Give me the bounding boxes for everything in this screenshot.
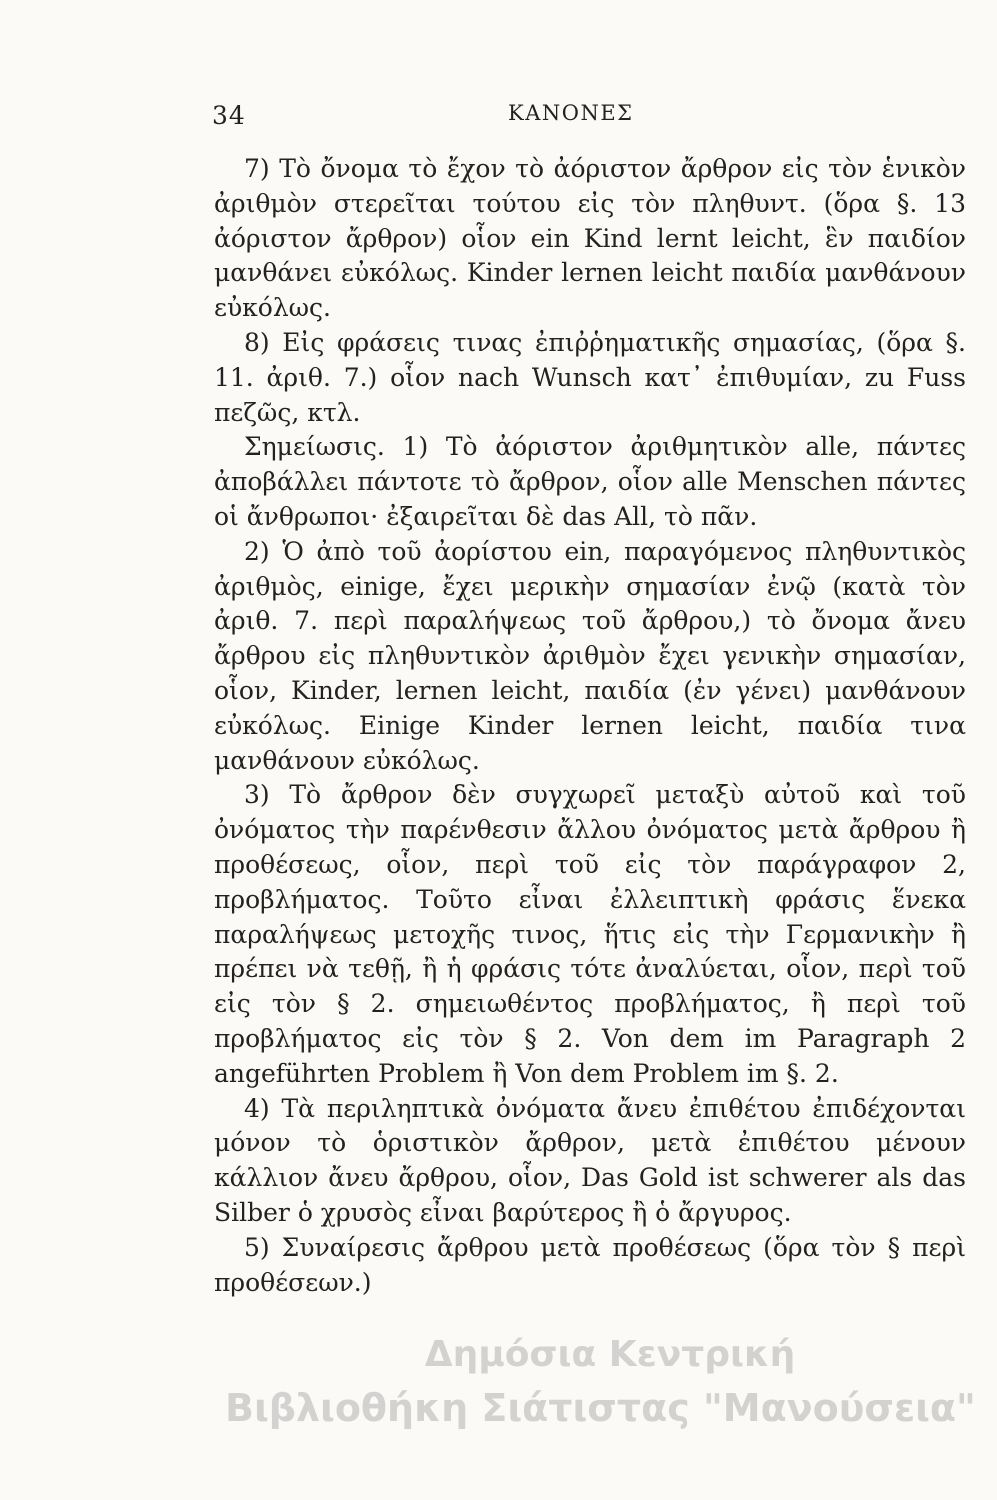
library-watermark-line-2: Βιβλιοθήκη Σιάτιστας "Μανούσεια" [225,1386,976,1430]
paragraph-rule-8: 8) Εἰς φράσεις τινας ἐπιῤῥηματικῆς σημασίας, (ὅρα §. 11. ἀριθ. 7.) οἷον nach Wunsch κατ᾽ ἐπιθυμίαν, zu Fuss πεζῶς, κτλ. [214,327,966,427]
page-number: 34 [212,101,246,130]
paragraph-note-5: 5) Συναίρεσις ἄρθρου μετὰ προθέσεως (ὅρα τὸν § περὶ προθέσεων.) [214,1232,966,1297]
paragraph-rule-7: 7) Τὸ ὄνομα τὸ ἔχον τὸ ἀόριστον ἄρθρον εἰς τὸν ἑνικὸν ἀριθμὸν στερεῖται τούτου εἰς τὸν πληθυντ. (ὅρα §. 13 ἀόριστον ἄρθρον) οἷον ein Kind lernt leicht, ἓν παιδίον μανθάνει εὐκόλως. Kinder lernen leicht παιδία μανθάνουν εὐκόλως. [214,154,966,323]
running-title: ΚΑΝΟΝΕΣ [508,101,634,125]
library-watermark-line-1: Δημόσια Κεντρική [424,1334,796,1375]
paragraph-note-2: 2) Ὁ ἀπὸ τοῦ ἀορίστου ein, παραγόμενος πληθυντικὸς ἀριθμὸς, einige, ἔχει μερικὴν σημασίαν ἐνῷ (κατὰ τὸν ἀριθ. 7. περὶ παραλήψεως τοῦ ἄρθρου,) τὸ ὄνομα ἄνευ ἄρθρου εἰς πληθυντικὸν ἀριθμὸν ἔχει γενικὴν σημασίαν, οἷον, Kinder, lernen leicht, παιδία (ἐν γένει) μανθάνουν εὐκόλως. Einige Kinder lernen leicht, παιδία τινα μανθάνουν εὐκόλως. [214,536,966,775]
paragraph-note-3: 3) Τὸ ἄρθρον δὲν συγχωρεῖ μεταξὺ αὐτοῦ καὶ τοῦ ὀνόματος τὴν παρένθεσιν ἄλλου ὀνόματος μετὰ ἄρθρου ἢ προθέσεως, οἷον, περὶ τοῦ εἰς τὸν παράγραφον 2, προβλήματος. Τοῦτο εἶναι ἐλλειπτικὴ φράσις ἕνεκα παραλήψεως μετοχῆς τινος, ἥτις εἰς τὴν Γερμανικὴν ἢ πρέπει νὰ τεθῇ, ἢ ἡ φράσις τότε ἀναλύεται, οἷον, περὶ τοῦ εἰς τὸν § 2. σημειωθέντος προβλήματος, ἢ περὶ τοῦ προβλήματος εἰς τὸν § 2. Von dem im Paragraph 2 angeführten Problem ἢ Von dem Problem im §. 2. [214,780,966,1088]
paragraph-note-1: Σημείωσις. 1) Τὸ ἀόριστον ἀριθμητικὸν alle, πάντες ἀποβάλλει πάντοτε τὸ ἄρθρον, οἷον alle Menschen πάντες οἱ ἄνθρωποι· ἐξαιρεῖται δὲ das All, τὸ πᾶν. [214,432,966,531]
paragraph-note-4: 4) Τὰ περιληπτικὰ ὀνόματα ἄνευ ἐπιθέτου ἐπιδέχονται μόνον τὸ ὁριστικὸν ἄρθρον, μετὰ ἐπιθέτου μένουν κάλλιον ἄνευ ἄρθρου, οἷον, Das Gold ist schwerer als das Silber ὁ χρυσὸς εἶναι βαρύτερος ἢ ὁ ἄργυρος. [214,1093,966,1227]
page-body [214,152,966,1300]
